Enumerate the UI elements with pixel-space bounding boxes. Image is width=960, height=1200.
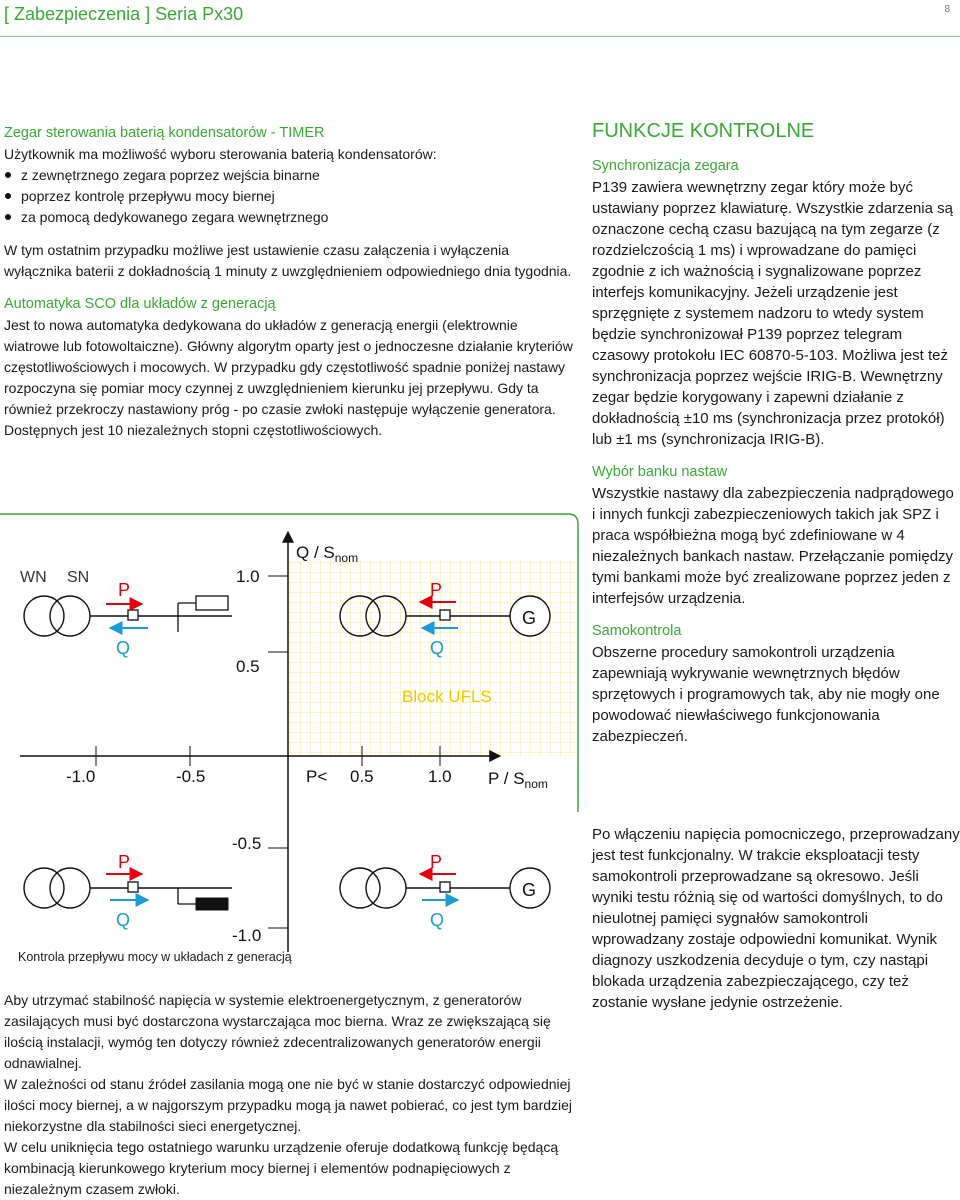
header-section: Zabezpieczenia [14,4,141,24]
timer-list [4,165,574,228]
p-label: P [430,852,443,872]
y-tick-label: 1.0 [236,567,260,586]
y-tick-label: -0.5 [232,834,262,853]
breaker-bottom [128,882,138,892]
sn-label: SN [67,569,90,586]
timer-intro: Użytkownik ma możliwość wyboru sterowania baterią kondensatorów: [4,146,437,162]
sync-text: P139 zawiera wewnętrzny zegar który może być ustawiany poprzez klawiaturę. Wszystkie zdarzenia są oznaczone cechą czasu bazującą na tym zegarze (z rozdzielczością 1 ms) i wprowadzane do pamięci zgodnie z ich ważnością i sygnalizowane poprzez interfejs komunikacyjny. Jeżeli urządzenie jest sprzęgnięte z systemem nadzoru to wtedy system będzie synchronizował P139 poprzez telegram czasowy protokołu IEC 60870-5-103. Możliwa jest też synchronizacja poprzez wejście IRIG-B. Wewnętrzny zegar będzie korygowany i zapewni działanie z dokładnością ±10 ms (synchronizacja przez protokół) lub ±1 ms (synchronizacja IRIG-B). [592,179,953,448]
g-label: G [522,880,537,900]
block-ufls-label: Block UFLS [402,687,492,706]
capacitor-bank-top [196,596,228,610]
wn-label: WN [20,569,47,586]
p-label: P [118,852,131,872]
diagram-caption: Kontrola przepływu mocy w układach z generacją [18,950,292,964]
sco-text: Jest to nowa automatyka dedykowana do układów z generacją energii (elektrownie wiatrowe lub fotowoltaiczne). Główny algorytm oparty jest o jednoczesne działanie kryteriów częstotliwościowych i mocowych. W przypadku gdy częstotliwość spadnie poniżej nastawy rozpoczyna się pomiar mocy czynnej z uwzględnieniem kierunku jej przepływu. Gdy ta również przekroczy nastawiony próg - po czasie zwłoki następuje wyłączenie generatora. Dostępnych jest 10 niezależnych stopni częstotliwościowych. [4,317,573,438]
self-title: Samokontrola [592,623,682,639]
sync-title: Synchronizacja zegara [592,158,739,174]
header-series: Seria Px30 [155,4,244,24]
transformer-symbol-bottom [24,868,90,908]
x-tick-label: 0.5 [350,767,374,786]
header-divider [0,36,960,37]
para-2: W zależności od stanu źródeł zasilania mogą one nie być w stanie dostarczyć odpowiedniej ilości mocy biernej, a w najgorszym przypadku mogą ja nawet pobierać, co jest tym bardziej niekorzystne dla stabilności sieci energetycznej. [4,1076,573,1134]
transformer-symbol-top [24,596,90,636]
x-axis-label: P / $S_{nom}$ [488,769,548,791]
power-flow-diagram [0,512,580,982]
right-column [592,118,960,747]
x-tick-label: 1.0 [428,767,452,786]
x-tick-label: -1.0 [66,767,96,786]
timer-text: W tym ostatnim przypadku możliwe jest ustawienie czasu załączenia i wyłączenia wyłącznika baterii z dokładnością 1 minuty z uwzględnieniem odpowiedniego dnia tygodnia. [4,242,572,279]
list-item: z zewnętrznego zegara poprzez wejścia binarne [4,165,574,186]
q-label: Q [430,910,445,930]
page-header: [ Zabezpieczenia ] Seria Px30 [4,4,244,24]
list-item: za pomocą dedykowanego zegara wewnętrznego [4,207,574,228]
left-column-bottom [4,990,574,1200]
x-tick-label: -0.5 [176,767,206,786]
breaker-bottom-right [440,882,450,892]
right-column-bottom [592,824,960,1013]
g-label: G [522,608,537,628]
q-label: Q [430,638,445,658]
q-label: Q [116,910,131,930]
capacitor-bank-bottom [196,898,228,910]
self-text: Obszerne procedury samokontroli urządzenia zapewniają wykrywanie wewnętrznych błędów sprzętowych i programowych tak, aby nie mogły one powodować niewłaściwego funkcjonowania zabezpieczeń. [592,644,940,745]
para-1: Aby utrzymać stabilność napięcia w systemie elektroenergetycznym, z generatorów zasilających musi być dostarczona wystarczająca moc bierna. Wraz ze zwiększającą się ilością instalacji, wymóg ten dotyczy również zdecentralizowanych generatorów energii odnawialnej. [4,992,551,1071]
y-tick-label: -1.0 [232,926,262,945]
self-text-2: Po włączeniu napięcia pomocniczego, przeprowadzany jest test funkcjonalny. W trakcie eksploatacji testy samokontroli przeprowadzane są okresowo. Jeśli wyniki testu różnią się od wartości domyślnych, to do nieulotnej pamięci sygnałów samokontroli wprowadzany zostaje odpowiedni komunikat. Wynik diagnozy uszkodzenia decyduje o tym, czy nastąpi blokada urządzenia zabezpieczającego, czy też zostanie wysłane jedynie ostrzeżenie. [592,826,960,1011]
right-title: FUNKCJE KONTROLNE [592,120,815,142]
transformer-symbol-bottom-right [340,868,406,908]
sco-title: Automatyka SCO dla układów z generacją [4,296,276,312]
list-item: poprzez kontrolę przepływu mocy biernej [4,186,574,207]
y-tick-label: 0.5 [236,657,260,676]
bank-title: Wybór banku nastaw [592,464,728,480]
bank-text: Wszystkie nastawy dla zabezpieczenia nadprądowego i innych funkcji zabezpieczeniowych takich jak SPZ i praca współbieżna mogą być zdefiniowane w 4 niezależnych bankach nastaw. Przełączanie pomiędzy tymi bankami może być zrealizowane poprzez jeden z interfejsów urządzenia. [592,485,954,607]
breaker-top [128,610,138,620]
timer-title: Zegar sterowania baterią kondensatorów - TIMER [4,125,325,141]
p-less-label: P< [306,767,328,786]
page-number: 8 [944,4,950,15]
y-axis-label: Q / $S_{nom}$ [296,543,359,565]
p-label: P [430,580,443,600]
left-column-top [4,123,574,441]
p-label: P [118,580,131,600]
q-label: Q [116,638,131,658]
breaker-top-right [440,610,450,620]
para-3: W celu uniknięcia tego ostatniego warunku urządzenie oferuje dodatkową funkcję będącą kombinacją kierunkowego kryterium mocy biernej i elementów podnapięciowych z niezależnym czasem zwłoki. [4,1139,559,1197]
